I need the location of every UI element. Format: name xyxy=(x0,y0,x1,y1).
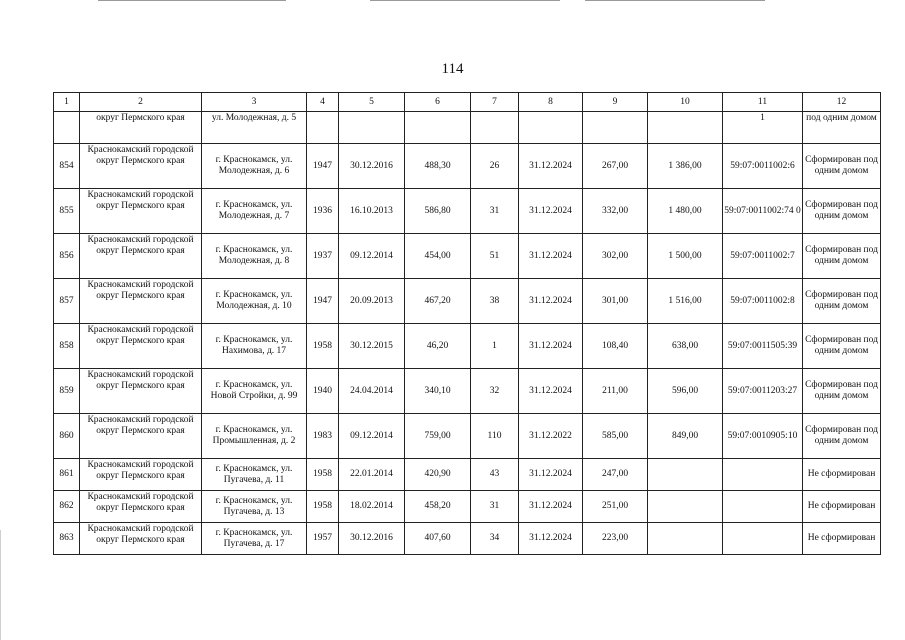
date-cell: 30.12.2015 xyxy=(339,324,405,369)
address-cell: г. Краснокамск, ул. Пугачева, д. 17 xyxy=(202,523,307,555)
date-cell: 09.12.2014 xyxy=(339,414,405,459)
deadline-cell: 31.12.2024 xyxy=(519,189,583,234)
value10-cell: 849,00 xyxy=(648,414,723,459)
residents-cell: 38 xyxy=(471,279,519,324)
area-cell: 340,10 xyxy=(405,369,471,414)
cadastral-cell: 59:07:0011002:7 xyxy=(723,234,803,279)
owner-cell: Краснокамский городской округ Пермского края xyxy=(80,144,202,189)
owner-cell: Краснокамский городской округ Пермского края xyxy=(80,234,202,279)
header-cell: 10 xyxy=(648,93,723,112)
deadline-cell: 31.12.2024 xyxy=(519,324,583,369)
value9-cell: 332,00 xyxy=(583,189,648,234)
year-cell: 1947 xyxy=(307,279,339,324)
value9-cell: 251,00 xyxy=(583,491,648,523)
year-cell xyxy=(307,112,339,144)
value9-cell: 585,00 xyxy=(583,414,648,459)
area-cell: 467,20 xyxy=(405,279,471,324)
header-cell: 9 xyxy=(583,93,648,112)
value9-cell: 211,00 xyxy=(583,369,648,414)
housing-register-table xyxy=(53,92,881,555)
residents-cell: 32 xyxy=(471,369,519,414)
table-row xyxy=(54,234,881,279)
table-row xyxy=(54,324,881,369)
deadline-cell: 31.12.2024 xyxy=(519,369,583,414)
deadline-cell: 31.12.2024 xyxy=(519,144,583,189)
address-cell: г. Краснокамск, ул. Пугачева, д. 13 xyxy=(202,491,307,523)
deadline-cell: 31.12.2024 xyxy=(519,279,583,324)
owner-cell: Краснокамский городской округ Пермского края xyxy=(80,491,202,523)
status-cell: Не сформирован xyxy=(803,491,881,523)
address-cell: г. Краснокамск, ул. Новой Стройки, д. 99 xyxy=(202,369,307,414)
year-cell: 1937 xyxy=(307,234,339,279)
row-number-cell: 856 xyxy=(54,234,80,279)
table-row xyxy=(54,279,881,324)
residents-cell: 43 xyxy=(471,459,519,491)
address-cell: г. Краснокамск, ул. Промышленная, д. 2 xyxy=(202,414,307,459)
owner-cell: Краснокамский городской округ Пермского края xyxy=(80,414,202,459)
table-row xyxy=(54,369,881,414)
date-cell: 20.09.2013 xyxy=(339,279,405,324)
cadastral-cell xyxy=(723,459,803,491)
row-number-cell xyxy=(54,112,80,144)
status-cell: Сформирован под одним домом xyxy=(803,369,881,414)
table-row xyxy=(54,144,881,189)
cadastral-cell xyxy=(723,491,803,523)
year-cell: 1958 xyxy=(307,324,339,369)
row-number-cell: 859 xyxy=(54,369,80,414)
value10-cell xyxy=(648,491,723,523)
row-number-cell: 863 xyxy=(54,523,80,555)
status-cell: под одним домом xyxy=(803,112,881,144)
scan-edge-line xyxy=(585,0,765,1)
owner-cell: Краснокамский городской округ Пермского края xyxy=(80,189,202,234)
deadline-cell: 31.12.2024 xyxy=(519,234,583,279)
table-row xyxy=(54,459,881,491)
year-cell: 1936 xyxy=(307,189,339,234)
column-number-header xyxy=(54,93,881,112)
date-cell: 24.04.2014 xyxy=(339,369,405,414)
residents-cell: 1 xyxy=(471,324,519,369)
owner-cell: Краснокамский городской округ Пермского края xyxy=(80,279,202,324)
continued-row xyxy=(54,112,881,144)
date-cell: 30.12.2016 xyxy=(339,523,405,555)
row-number-cell: 858 xyxy=(54,324,80,369)
cadastral-cell: 59:07:0011002:74 0 xyxy=(723,189,803,234)
residents-cell xyxy=(471,112,519,144)
row-number-cell: 854 xyxy=(54,144,80,189)
table-row xyxy=(54,414,881,459)
deadline-cell: 31.12.2024 xyxy=(519,523,583,555)
area-cell: 454,00 xyxy=(405,234,471,279)
row-number-cell: 857 xyxy=(54,279,80,324)
header-cell: 1 xyxy=(54,93,80,112)
header-cell: 6 xyxy=(405,93,471,112)
header-cell: 5 xyxy=(339,93,405,112)
address-cell: г. Краснокамск, ул. Молодежная, д. 8 xyxy=(202,234,307,279)
residents-cell: 110 xyxy=(471,414,519,459)
header-cell: 7 xyxy=(471,93,519,112)
date-cell: 22.01.2014 xyxy=(339,459,405,491)
owner-cell: округ Пермского края xyxy=(80,112,202,144)
cadastral-cell: 59:07:0011002:6 xyxy=(723,144,803,189)
status-cell: Сформирован под одним домом xyxy=(803,144,881,189)
status-cell: Сформирован под одним домом xyxy=(803,279,881,324)
value9-cell xyxy=(583,112,648,144)
value10-cell xyxy=(648,112,723,144)
value9-cell: 247,00 xyxy=(583,459,648,491)
residents-cell: 31 xyxy=(471,189,519,234)
date-cell: 09.12.2014 xyxy=(339,234,405,279)
row-number-cell: 860 xyxy=(54,414,80,459)
owner-cell: Краснокамский городской округ Пермского края xyxy=(80,369,202,414)
table-row xyxy=(54,491,881,523)
deadline-cell: 31.12.2022 xyxy=(519,414,583,459)
cadastral-cell: 59:07:0011505:39 xyxy=(723,324,803,369)
address-cell: г. Краснокамск, ул. Молодежная, д. 10 xyxy=(202,279,307,324)
value9-cell: 108,40 xyxy=(583,324,648,369)
date-cell: 18.02.2014 xyxy=(339,491,405,523)
scan-margin-mark xyxy=(0,530,1,640)
row-number-cell: 862 xyxy=(54,491,80,523)
year-cell: 1957 xyxy=(307,523,339,555)
residents-cell: 26 xyxy=(471,144,519,189)
header-cell: 3 xyxy=(202,93,307,112)
cadastral-cell: 59:07:0011002:8 xyxy=(723,279,803,324)
value9-cell: 302,00 xyxy=(583,234,648,279)
status-cell: Сформирован под одним домом xyxy=(803,414,881,459)
cadastral-cell xyxy=(723,523,803,555)
deadline-cell xyxy=(519,112,583,144)
value10-cell: 596,00 xyxy=(648,369,723,414)
page-number: 114 xyxy=(441,61,464,77)
deadline-cell: 31.12.2024 xyxy=(519,459,583,491)
header-cell: 12 xyxy=(803,93,881,112)
header-cell: 8 xyxy=(519,93,583,112)
area-cell: 586,80 xyxy=(405,189,471,234)
cadastral-cell: 59:07:0011203:27 xyxy=(723,369,803,414)
date-cell: 30.12.2016 xyxy=(339,144,405,189)
area-cell: 46,20 xyxy=(405,324,471,369)
value10-cell: 1 500,00 xyxy=(648,234,723,279)
year-cell: 1940 xyxy=(307,369,339,414)
status-cell: Сформирован под одним домом xyxy=(803,324,881,369)
year-cell: 1947 xyxy=(307,144,339,189)
address-cell: г. Краснокамск, ул. Пугачева, д. 11 xyxy=(202,459,307,491)
area-cell: 458,20 xyxy=(405,491,471,523)
table-row xyxy=(54,523,881,555)
row-number-cell: 855 xyxy=(54,189,80,234)
status-cell: Не сформирован xyxy=(803,523,881,555)
status-cell: Не сформирован xyxy=(803,459,881,491)
value9-cell: 223,00 xyxy=(583,523,648,555)
area-cell: 759,00 xyxy=(405,414,471,459)
address-cell: г. Краснокамск, ул. Молодежная, д. 7 xyxy=(202,189,307,234)
header-cell: 2 xyxy=(80,93,202,112)
year-cell: 1958 xyxy=(307,459,339,491)
status-cell: Сформирован под одним домом xyxy=(803,189,881,234)
year-cell: 1983 xyxy=(307,414,339,459)
value10-cell: 1 480,00 xyxy=(648,189,723,234)
address-cell: ул. Молодежная, д. 5 xyxy=(202,112,307,144)
area-cell: 407,60 xyxy=(405,523,471,555)
header-cell: 4 xyxy=(307,93,339,112)
owner-cell: Краснокамский городской округ Пермского края xyxy=(80,523,202,555)
scan-edge-line xyxy=(370,0,560,1)
residents-cell: 31 xyxy=(471,491,519,523)
value10-cell xyxy=(648,459,723,491)
address-cell: г. Краснокамск, ул. Молодежная, д. 6 xyxy=(202,144,307,189)
area-cell: 488,30 xyxy=(405,144,471,189)
date-cell: 16.10.2013 xyxy=(339,189,405,234)
area-cell: 420,90 xyxy=(405,459,471,491)
value10-cell: 1 386,00 xyxy=(648,144,723,189)
value10-cell: 638,00 xyxy=(648,324,723,369)
area-cell xyxy=(405,112,471,144)
scan-edge-line xyxy=(98,0,286,1)
owner-cell: Краснокамский городской округ Пермского края xyxy=(80,459,202,491)
value10-cell xyxy=(648,523,723,555)
header-cell: 11 xyxy=(723,93,803,112)
year-cell: 1958 xyxy=(307,491,339,523)
date-cell xyxy=(339,112,405,144)
status-cell: Сформирован под одним домом xyxy=(803,234,881,279)
residents-cell: 34 xyxy=(471,523,519,555)
residents-cell: 51 xyxy=(471,234,519,279)
value9-cell: 301,00 xyxy=(583,279,648,324)
value10-cell: 1 516,00 xyxy=(648,279,723,324)
table-row xyxy=(54,189,881,234)
address-cell: г. Краснокамск, ул. Нахимова, д. 17 xyxy=(202,324,307,369)
cadastral-cell: 1 xyxy=(723,112,803,144)
cadastral-cell: 59:07:0010905:10 xyxy=(723,414,803,459)
row-number-cell: 861 xyxy=(54,459,80,491)
deadline-cell: 31.12.2024 xyxy=(519,491,583,523)
value9-cell: 267,00 xyxy=(583,144,648,189)
owner-cell: Краснокамский городской округ Пермского края xyxy=(80,324,202,369)
